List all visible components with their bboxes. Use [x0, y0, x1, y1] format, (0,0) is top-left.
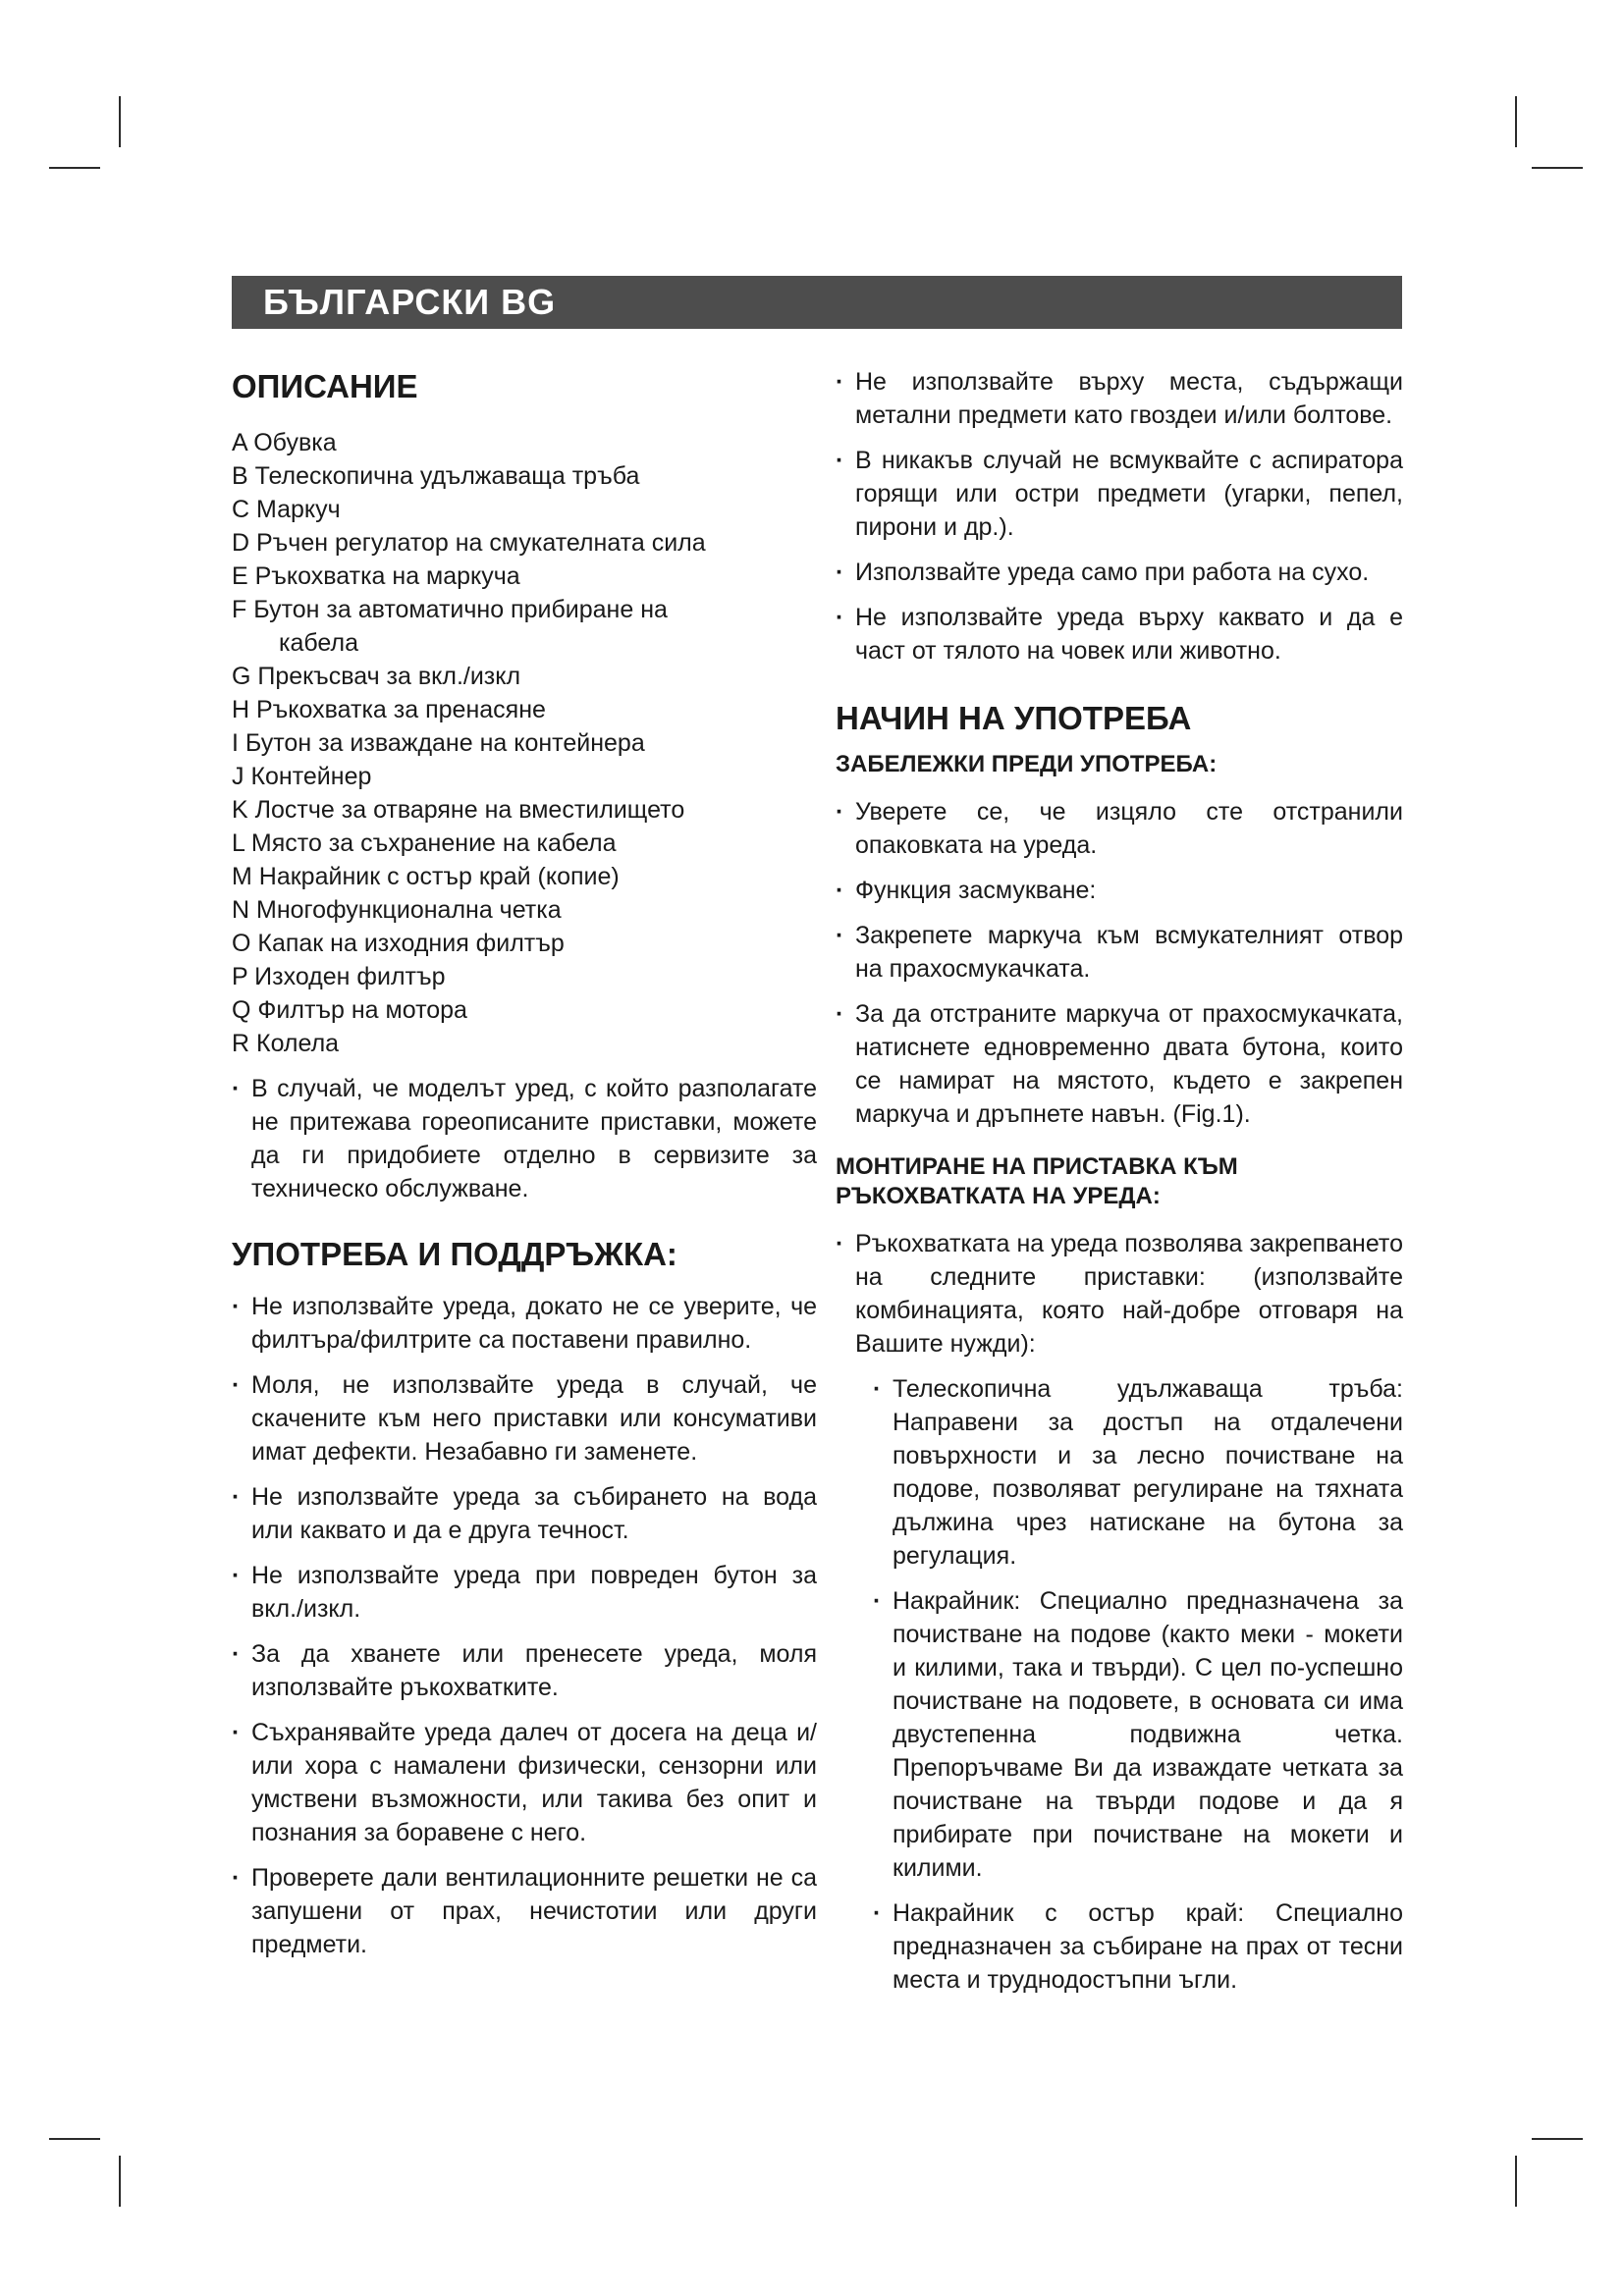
list-item: L Място за съхранение на кабела [232, 829, 617, 857]
list-item: R Колела [232, 1030, 340, 1057]
list-item: · Не използвайте уреда върху каквато и да е част от тялото на човек или животно. [836, 601, 1403, 667]
description-heading: ОПИСАНИЕ [232, 368, 418, 404]
crop-mark [119, 2156, 121, 2207]
right-column [836, 365, 1403, 2008]
language-banner: БЪЛГАРСКИ BG [232, 276, 1402, 329]
crop-mark [1515, 96, 1517, 147]
list-item: G Прекъсвач за вкл./изкл [232, 663, 521, 690]
mount-heading-line: РЪКОХВАТКАТА НА УРЕДА: [836, 1183, 1161, 1209]
list-item: H Ръкохватка за пренасяне [232, 696, 546, 723]
usage-heading: УПОТРЕБА И ПОДДРЪЖКА: [232, 1236, 677, 1272]
list-item: D Ръчен регулатор на смукателната сила [232, 529, 706, 557]
mount-heading [836, 1152, 1403, 1211]
list-item: · Закрепете маркуча към всмукателният отвор на прахосмукачката. [836, 919, 1403, 986]
list-item: · За да отстраните маркуча от прахосмукачката, натиснете едновременно двата бутона, които се намират на мястото, където е закрепен маркуча и дръпнете навън. (Fig.1). [836, 997, 1403, 1131]
crop-mark [119, 96, 121, 147]
list-item: · Проверете дали вентилационните решетки не са запушени от прах, нечистотии или други предмети. [232, 1861, 817, 1961]
description-note [232, 1072, 817, 1205]
list-item: M Накрайник с остър край (копие) [232, 863, 620, 890]
list-item: K Лостче за отваряне на вместилището [232, 796, 685, 824]
list-item: A Обувка [232, 429, 337, 456]
usage-list [232, 1290, 817, 1961]
attachments-list [836, 1372, 1403, 1997]
crop-mark [1532, 2138, 1583, 2140]
mount-intro [836, 1227, 1403, 1361]
crop-mark [49, 2138, 100, 2140]
notes-list [836, 795, 1403, 1131]
list-item: · В никакъв случай не всмуквайте с аспиратора горящи или остри предмети (угарки, пепел, пирони и др.). [836, 444, 1403, 544]
list-item: · Не използвайте уреда при повреден бутон за вкл./изкл. [232, 1559, 817, 1626]
list-item: · Накрайник с остър край: Специално предназначен за събиране на прах от тесни места и труднодостъпни ъгли. [873, 1896, 1403, 1997]
list-item: N Многофункционална четка [232, 896, 562, 924]
list-item: · Не използвайте върху места, съдържащи метални предмети като гвоздеи и/или болтове. [836, 365, 1403, 432]
list-item: · Моля, не използвайте уреда в случай, че скачените към него приставки или консумативи имат дефекти. Незабавно ги заменете. [232, 1368, 817, 1468]
list-item: · Не използвайте уреда, докато не се уверите, че филтъра/филтрите са поставени правилно. [232, 1290, 817, 1357]
list-item: O Капак на изходния филтър [232, 930, 565, 957]
list-item: · Използвайте уреда само при работа на сухо. [836, 556, 1403, 589]
list-item: Q Филтър на мотора [232, 996, 467, 1024]
crop-mark [49, 167, 100, 169]
list-item: · Телескопична удължаваща тръба: Направени за достъп на отдалечени повърхности и за лесно почистване на подове, позволяват регулиране на тяхната дължина чрез натискане на бутона за регулация. [873, 1372, 1403, 1573]
list-item: · Функция засмукване: [836, 874, 1403, 907]
list-item: · Съхранявайте уреда далеч от досега на деца и/или хора с намалени физически, сензорни или умствени възможности, или такива без опит и познания за боравене с него. [232, 1716, 817, 1849]
list-item: B Телескопична удължаваща тръба [232, 462, 640, 490]
left-column [232, 365, 817, 1973]
list-item: I Бутон за изваждане на контейнера [232, 729, 645, 757]
list-item: F Бутон за автоматично прибиране на [232, 596, 668, 623]
list-item: · Накрайник: Специално предназначена за почистване на подове (както меки - мокети и килими, така и твърди). С цел по-успешно почистване на подовете, в основата си има двустепенна подвижна четка. Препоръчваме Ви да изваждате четката за почистване на твърди подове и да я прибирате при почистване на мокети и килими. [873, 1584, 1403, 1885]
list-item: · Не използвайте уреда за събирането на вода или каквато и да е друга течност. [232, 1480, 817, 1547]
parts-list [232, 426, 817, 1060]
list-item: J Контейнер [232, 763, 372, 790]
safety-list [836, 365, 1403, 667]
list-item-continuation: кабела [279, 629, 358, 657]
list-item: · Ръкохватката на уреда позволява закрепването на следните приставки: (използвайте комбинацията, която най-добре отговаря на Вашите нужди): [836, 1227, 1403, 1361]
list-item: C Маркуч [232, 496, 341, 523]
notes-heading: ЗАБЕЛЕЖКИ ПРЕДИ УПОТРЕБА: [836, 751, 1218, 777]
list-item [232, 626, 817, 660]
list-item: E Ръкохватка на маркуча [232, 562, 520, 590]
method-heading: НАЧИН НА УПОТРЕБА [836, 700, 1192, 736]
list-item: · Уверете се, че изцяло сте отстранили опаковката на уреда. [836, 795, 1403, 862]
crop-mark [1515, 2156, 1517, 2207]
list-item: · За да хванете или пренесете уреда, моля използвайте ръкохватките. [232, 1637, 817, 1704]
mount-heading-line: МОНТИРАНЕ НА ПРИСТАВКА КЪМ [836, 1153, 1238, 1180]
crop-mark [1532, 167, 1583, 169]
list-item: · В случай, че моделът уред, с който разполагате не притежава гореописаните приставки, можете да ги придобиете отделно в сервизите за техническо обслужване. [232, 1072, 817, 1205]
list-item: P Изходен филтър [232, 963, 446, 990]
